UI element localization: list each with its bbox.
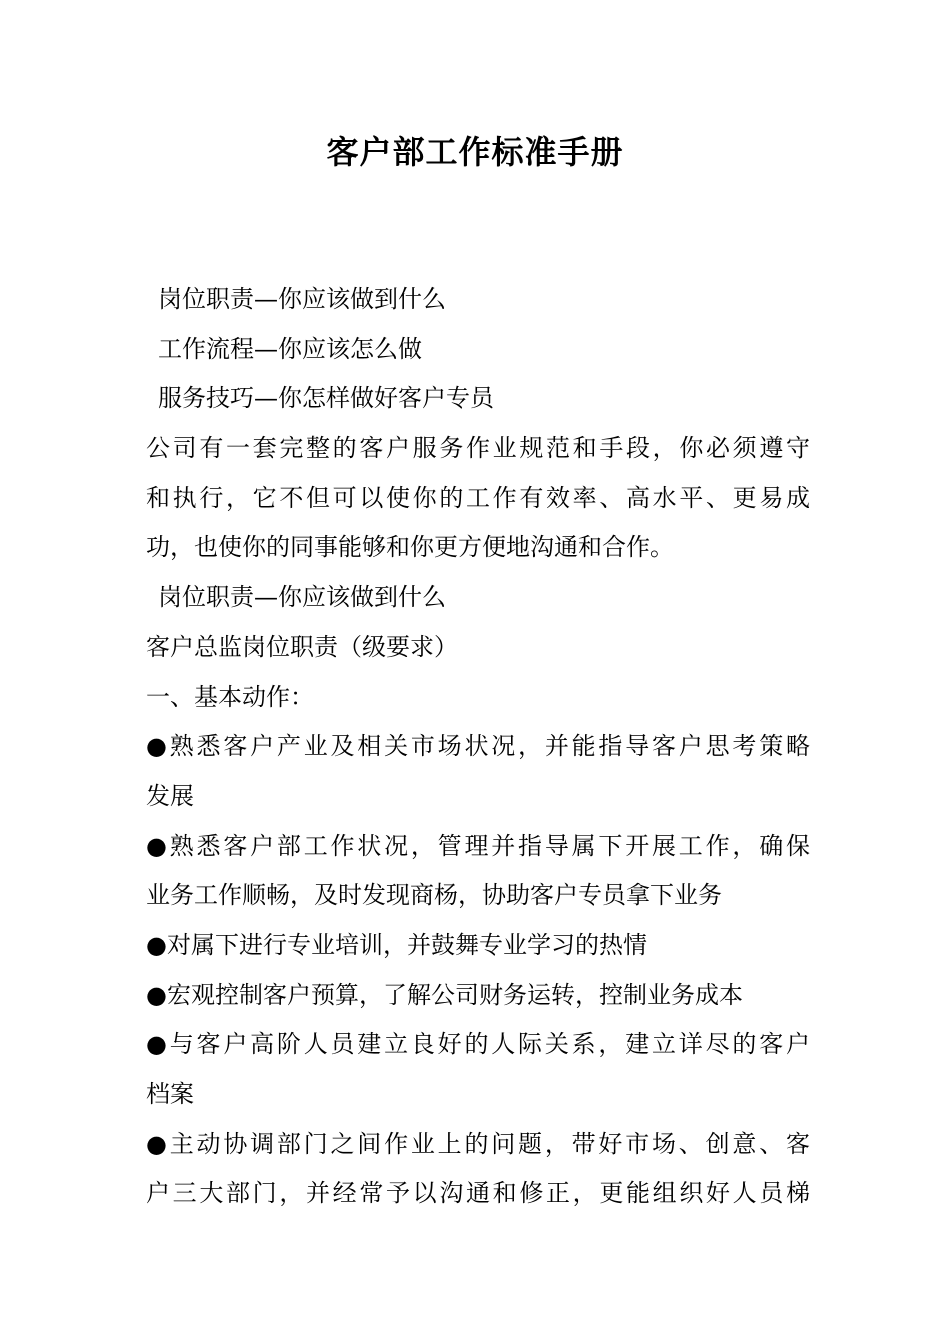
body-line: ●主动协调部门之间作业上的问题，带好市场、创意、客	[146, 1129, 810, 1158]
body-line: 服务技巧—你怎样做好客户专员	[158, 384, 494, 413]
body-line: 一、基本动作：	[146, 682, 314, 711]
document-title: 客户部工作标准手册	[326, 133, 624, 171]
body-line: 岗位职责—你应该做到什么	[158, 583, 446, 612]
body-line: 岗位职责—你应该做到什么	[158, 285, 446, 313]
body-line: ●宏观控制客户预算，了解公司财务运转，控制业务成本	[146, 980, 743, 1009]
body-line: 业务工作顺畅，及时发现商杨，协助客户专员拿下业务	[146, 881, 722, 910]
body-line: ●对属下进行专业培训，并鼓舞专业学习的热情	[146, 930, 647, 959]
body-line: 工作流程—你应该怎么做	[158, 334, 422, 363]
body-line: ●熟悉客户产业及相关市场状况，并能指导客户思考策略	[146, 732, 810, 761]
body-line: 公司有一套完整的客户服务作业规范和手段，你必须遵守	[146, 434, 810, 463]
document-body	[146, 275, 810, 1219]
body-line: 客户总监岗位职责（级要求）	[146, 632, 458, 661]
body-line: 功，也使你的同事能够和你更方便地沟通和合作。	[146, 533, 674, 562]
body-line: 户三大部门，并经常予以沟通和修正，更能组织好人员梯	[146, 1179, 810, 1208]
body-line: 和执行，它不但可以使你的工作有效率、高水平、更易成	[146, 483, 810, 512]
body-line: 发展	[146, 781, 194, 810]
body-line: 档案	[146, 1080, 194, 1108]
body-line: ●与客户高阶人员建立良好的人际关系，建立详尽的客户	[146, 1030, 810, 1059]
body-line: ●熟悉客户部工作状况，管理并指导属下开展工作，确保	[146, 831, 810, 860]
